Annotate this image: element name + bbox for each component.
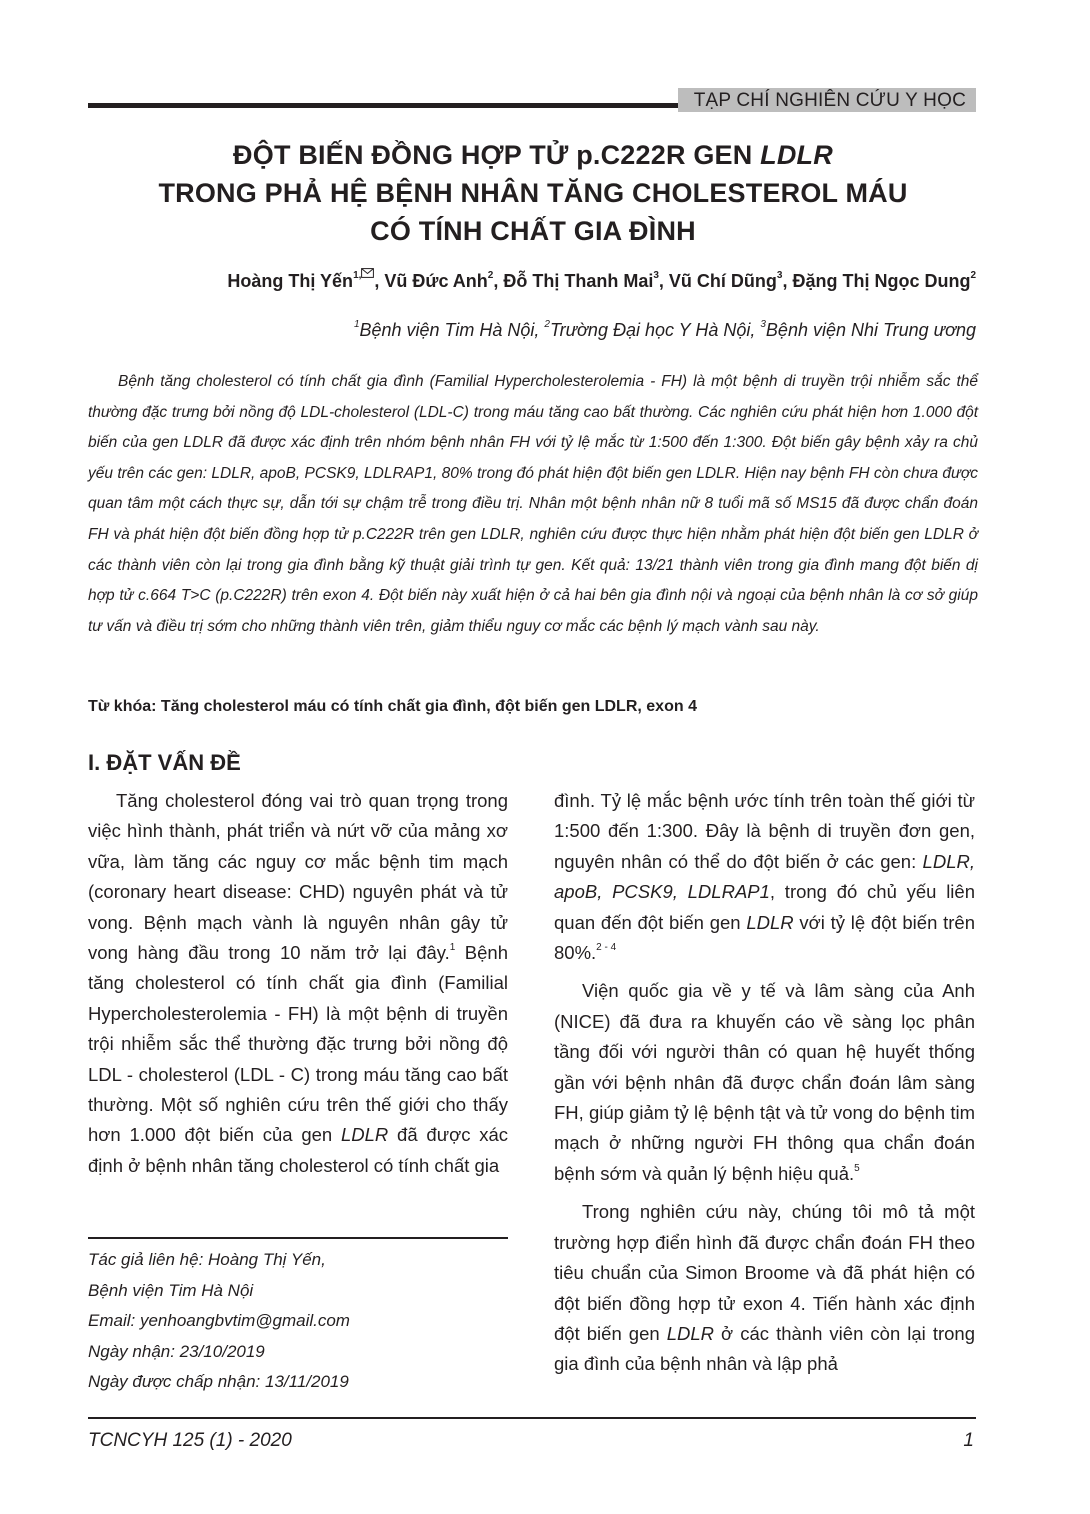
title-line-2: TRONG PHẢ HỆ BỆNH NHÂN TĂNG CHOLESTEROL MÁU	[158, 178, 908, 208]
abstract: Bệnh tăng cholesterol có tính chất gia đình (Familial Hypercholesterolemia - FH) là một bệnh di truyền trội nhiễm sắc thể thường đặc trưng bởi nồng độ LDL-cholesterol (LDL-C) trong máu tăng cao bất thường. Các nghiên cứu phát hiện hơn 1.000 đột biến của gen LDLR đã được xác định trên nhóm bệnh nhân FH với tỷ lệ mắc từ 1:500 đến 1:300. Đột biến gây bệnh xảy ra chủ yếu trên các gen: LDLR, apoB, PCSK9, LDLRAP1, 80% trong đó phát hiện đột biến gen LDLR. Hiện nay bệnh FH còn chưa được quan tâm một cách thực sự, dẫn tới sự chậm trễ trong điều trị. Nhân một bệnh nhân nữ 8 tuổi mã số MS15 đã được chẩn đoán FH và phát hiện đột biến đồng hợp tử p.C222R trên gen LDLR, nghiên cứu được thực hiện nhằm phát hiện đột biến gen LDLR ở các thành viên còn lại trong gia đình bằng kỹ thuật giải trình tự gen. Kết quả: 13/21 thành viên trong gia đình mang đột biến dị hợp tử c.664 T>C (p.C222R) trên exon 4. Đột biến này xuất hiện ở cả hai bên gia đình nội và ngoại của bệnh nhân là cơ sở giúp tư vấn và điều trị sớm cho những thành viên trên, giảm thiểu nguy cơ mắc các bệnh lý mạch vành sau này.	[88, 373, 978, 635]
left-p1-text-a: Tăng cholesterol đóng vai trò quan trọng trong việc hình thành, phát triển và nứt vỡ của mảng xơ vữa, làm tăng các nguy cơ mắc bệnh tim mạch (coronary heart disease: CHD) nguyên phát và tử vong. Bệnh mạch vành là nguyên nhân gây tử vong hàng đầu trong 10 năm trở lại đây.	[88, 790, 508, 964]
left-column	[88, 786, 508, 1181]
left-paragraph-1	[88, 786, 508, 1181]
gene-name: LDLR	[340, 1124, 389, 1146]
left-p1-text-c: đã được xác định ở bệnh nhân tăng cholesterol có tính chất gia	[88, 1124, 509, 1176]
title-line-3: CÓ TÍNH CHẤT GIA ĐÌNH	[370, 216, 696, 246]
right-paragraph-1	[554, 786, 975, 968]
correspondence-institution: Bệnh viện Tim Hà Nội	[88, 1280, 254, 1300]
correspondence-author: Tác giả liên hệ: Hoàng Thị Yến,	[88, 1250, 326, 1269]
left-p1-text-b: Bệnh tăng cholesterol có tính chất gia đình (Familial Hypercholesterolemia - FH) là một bệnh di truyền trội nhiễm sắc thể thường đặc trưng bởi nồng độ LDL - cholesterol (LDL - C) trong máu tăng cao bất thường. Một số nghiên cứu trên thế giới cho thấy hơn 1.000 đột biến của gen	[88, 942, 508, 1146]
right-paragraph-3	[554, 1197, 975, 1379]
header-rule	[88, 103, 678, 108]
right-p1-text-c: với tỷ lệ đột biến trên 80%.	[554, 911, 975, 964]
correspondence-email: Email: yenhoangbvtim@gmail.com	[88, 1311, 350, 1331]
right-p1-text-b: , trong đó chủ yếu liên quan đến đột biến gen	[554, 881, 975, 933]
right-column	[554, 786, 975, 1380]
title-line-1-text: ĐỘT BIẾN ĐỒNG HỢP TỬ p.C222R GEN	[233, 140, 761, 170]
author-5-affil: 2	[970, 270, 976, 281]
author-1-affil: 1,	[353, 270, 362, 281]
received-date: Ngày nhận: 23/10/2019	[88, 1341, 265, 1361]
author-5: , Đặng Thị Ngọc Dung	[782, 271, 971, 291]
correspondence-note	[88, 1245, 508, 1398]
gene-list: LDLR, apoB, PCSK9, LDLRAP1	[554, 850, 975, 903]
citation-1: 1	[449, 941, 456, 953]
accepted-date: Ngày được chấp nhận: 13/11/2019	[88, 1372, 349, 1392]
affil-2: Trường Đại học Y Hà Nội,	[549, 320, 761, 340]
affiliations	[90, 317, 976, 343]
citation-5: 5	[854, 1162, 860, 1174]
page-number: 1	[963, 1430, 974, 1451]
right-p3-text-a: Trong nghiên cứu này, chúng tôi mô tả một trường hợp điển hình đã được chẩn đoán FH theo tiêu chuẩn của Simon Broome và đã phát hiện có đột biến đồng hợp tử exon 4. Tiến hành xác định đột biến gen	[554, 1201, 975, 1344]
author-2: , Vũ Đức Anh	[374, 271, 488, 291]
right-p3-text-b: ở các thành viên còn lại trong gia đình của bệnh nhân và lập phả	[554, 1322, 975, 1375]
footnote-rule	[88, 1237, 508, 1239]
right-paragraph-2	[554, 976, 975, 1189]
author-3: , Đỗ Thị Thanh Mai	[493, 271, 654, 291]
envelope-icon	[361, 270, 374, 281]
affil-2-marker: 2	[544, 319, 550, 330]
author-list	[90, 268, 976, 294]
author-2-affil: 2	[487, 270, 494, 281]
footer-rule	[88, 1417, 976, 1419]
affil-1: Bệnh viện Tim Hà Nội,	[359, 320, 545, 340]
gene-name: LDLR	[666, 1322, 715, 1344]
right-p2-text: Viện quốc gia về y tế và lâm sàng của Anh (NICE) đã đưa ra khuyến cáo về sàng lọc phân tầng đối với người thân có quan hệ huyết thống gần với bệnh nhân đã được chẩn đoán lâm sàng FH, giúp giảm tỷ lệ bệnh tật và tử vong do bệnh tim mạch ở những người FH thông qua chẩn đoán bệnh sớm và quản lý bệnh hiệu quả.	[554, 980, 975, 1184]
affil-3-marker: 3	[760, 319, 766, 330]
right-p1-text-a: đình. Tỷ lệ mắc bệnh ước tính trên toàn thế giới từ 1:500 đến 1:300. Đây là bệnh di truyền đơn gen, nguyên nhân có thể do đột biến ở các gen:	[554, 790, 975, 872]
citation-2-4: 2 - 4	[596, 941, 617, 953]
author-3-affil: 3	[653, 270, 659, 281]
section-heading: I. ĐẶT VẤN ĐỀ	[88, 750, 241, 775]
journal-name: TẠP CHÍ NGHIÊN CỨU Y HỌC	[678, 88, 976, 112]
author-1: Hoàng Thị Yến	[227, 271, 354, 291]
keywords: Từ khóa: Tăng cholesterol máu có tính chất gia đình, đột biến gen LDLR, exon 4	[88, 698, 697, 715]
title-gene-name: LDLR	[760, 140, 833, 170]
gene-name: LDLR	[746, 911, 794, 933]
affil-3: Bệnh viện Nhi Trung ương	[765, 320, 976, 340]
title-line-1	[90, 136, 976, 174]
affil-1-marker: 1	[353, 319, 360, 330]
article-title	[90, 136, 976, 250]
author-4-affil: 3	[776, 270, 783, 281]
footer-journal-issue: TCNCYH 125 (1) - 2020	[88, 1430, 292, 1451]
author-4: , Vũ Chí Dũng	[658, 271, 777, 291]
